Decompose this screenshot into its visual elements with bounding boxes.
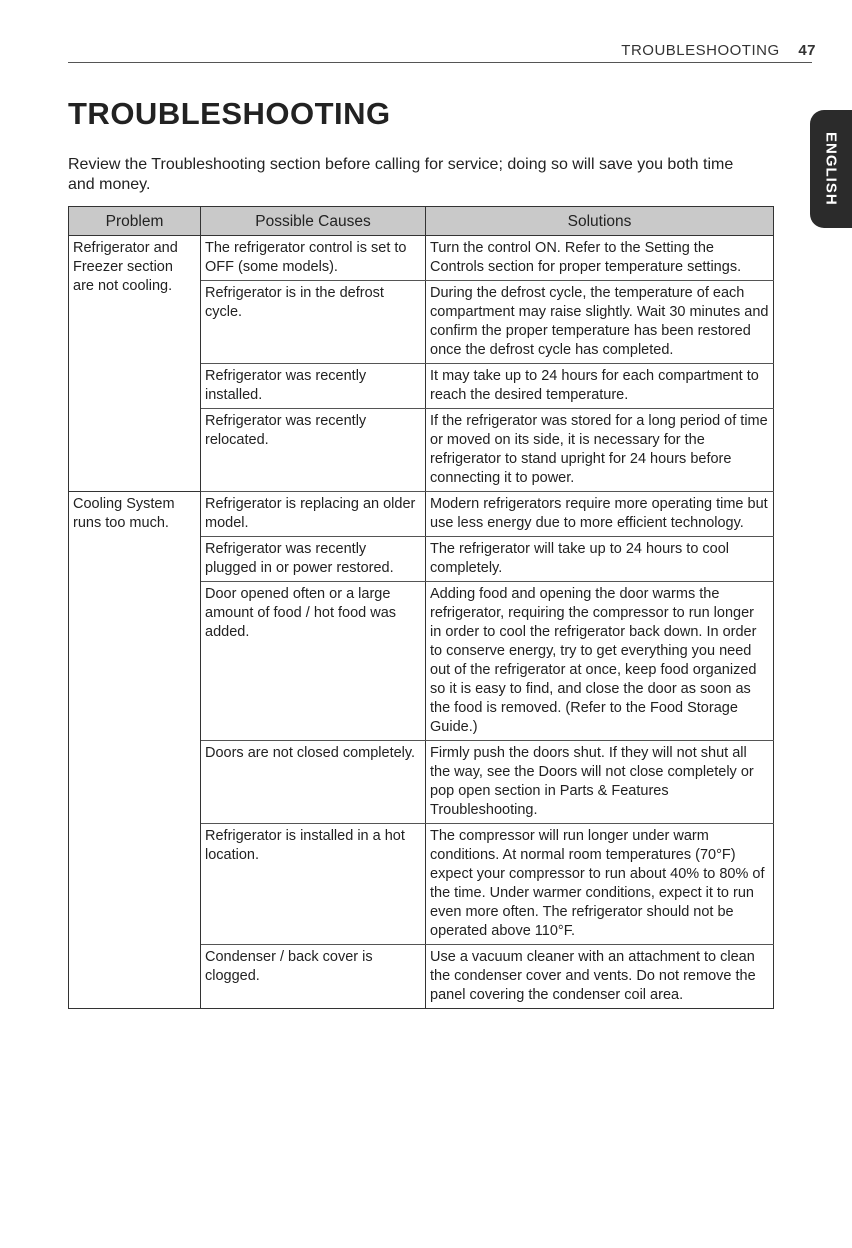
solution-cell: The refrigerator will take up to 24 hours to cool completely. — [426, 537, 774, 582]
cause-cell: The refrigerator control is set to OFF (some models). — [201, 236, 426, 281]
cause-cell: Refrigerator was recently installed. — [201, 364, 426, 409]
page-title: TROUBLESHOOTING — [68, 96, 391, 131]
cause-cell: Refrigerator is installed in a hot location. — [201, 824, 426, 945]
intro-paragraph: Review the Troubleshooting section before calling for service; doing so will save you both time and money. — [68, 156, 734, 193]
solution-cell: Modern refrigerators require more operating time but use less energy due to more efficient technology. — [426, 492, 774, 537]
cause-cell: Refrigerator is in the defrost cycle. — [201, 281, 426, 364]
solution-cell: Turn the control ON. Refer to the Setting the Controls section for proper temperature settings. — [426, 236, 774, 281]
solution-cell: It may take up to 24 hours for each compartment to reach the desired temperature. — [426, 364, 774, 409]
solution-cell: If the refrigerator was stored for a long period of time or moved on its side, it is necessary for the refrigerator to stand upright for 24 hours before connecting it to power. — [426, 409, 774, 492]
header-rule — [68, 62, 812, 63]
troubleshooting-table — [68, 206, 774, 1009]
problem-cell: Refrigerator and Freezer section are not cooling. — [69, 236, 201, 492]
solution-cell: Firmly push the doors shut. If they will not shut all the way, see the Doors will not close completely or pop open section in Parts & Features Troubleshooting. — [426, 741, 774, 824]
cause-cell: Refrigerator is replacing an older model. — [201, 492, 426, 537]
running-header-section: TROUBLESHOOTING — [621, 42, 780, 59]
cause-cell: Doors are not closed completely. — [201, 741, 426, 824]
cause-cell: Refrigerator was recently relocated. — [201, 409, 426, 492]
header-problem: Problem — [69, 207, 201, 236]
cause-cell: Condenser / back cover is clogged. — [201, 945, 426, 1009]
header-solutions: Solutions — [426, 207, 774, 236]
table-header-row — [69, 207, 774, 236]
problem-cell: Cooling System runs too much. — [69, 492, 201, 1009]
table-row — [69, 492, 774, 537]
header-possible-causes: Possible Causes — [201, 207, 426, 236]
solution-cell: During the defrost cycle, the temperature of each compartment may raise slightly. Wait 30 minutes and confirm the proper temperature has been restored once the defrost cycle has completed. — [426, 281, 774, 364]
cause-cell: Refrigerator was recently plugged in or power restored. — [201, 537, 426, 582]
cause-cell: Door opened often or a large amount of food / hot food was added. — [201, 582, 426, 741]
running-header — [621, 42, 816, 59]
solution-cell: Use a vacuum cleaner with an attachment to clean the condenser cover and vents. Do not remove the panel covering the condenser coil area. — [426, 945, 774, 1009]
solution-cell: Adding food and opening the door warms the refrigerator, requiring the compressor to run longer in order to cool the refrigerator back down. In order to conserve energy, try to get everything you need out of the refrigerator at once, keep food organized so it is easy to find, and close the door as soon as the food is removed. (Refer to the Food Storage Guide.) — [426, 582, 774, 741]
solution-cell: The compressor will run longer under warm conditions. At normal room temperatures (70°F) expect your compressor to run about 40% to 80% of the time. Under warmer conditions, expect it to run even more often. The refrigerator should not be operated above 110°F. — [426, 824, 774, 945]
language-tab — [810, 110, 852, 228]
page-number: 47 — [798, 42, 816, 59]
language-tab-label: ENGLISH — [822, 132, 840, 206]
table-row — [69, 236, 774, 281]
